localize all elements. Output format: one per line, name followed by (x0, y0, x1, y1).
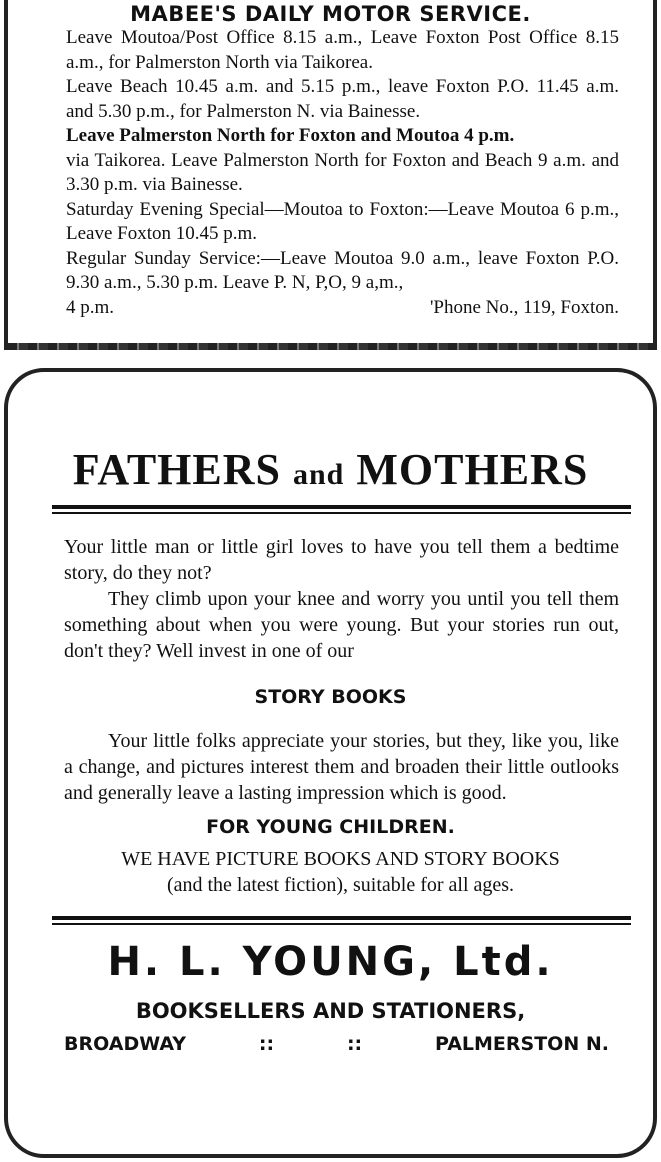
phone-number: 'Phone No., 119, Foxton. (429, 296, 619, 318)
picture-books-line: WE HAVE PICTURE BOOKS AND STORY BOOKS (121, 848, 560, 870)
title-mothers: MOTHERS (356, 445, 589, 494)
title-and: and (293, 458, 345, 491)
company-trade: BOOKSELLERS AND STATIONERS, (135, 999, 526, 1023)
title-double-rule (52, 505, 631, 514)
ad-title (8, 444, 653, 495)
timetable-bold-line: Leave Palmerston North for Foxton and Moutoa 4 p.m. (66, 125, 515, 146)
address-separator: :: (258, 1033, 275, 1055)
timetable-last-line (66, 296, 619, 321)
address-palmerston: PALMERSTON N. (435, 1033, 609, 1055)
bottom-rule (8, 343, 653, 350)
timetable-line: Leave Moutoa/Post Office 8.15 a.m., Leave Foxton Post Office 8.15 a.m., for Palmerston North via Taikorea. (66, 27, 619, 73)
address-broadway: BROADWAY (64, 1033, 186, 1055)
heading-story-books: STORY BOOKS (254, 686, 407, 708)
latest-fiction-line: (and the latest fiction), suitable for all ages. (166, 874, 515, 896)
motor-service-body (8, 26, 653, 320)
address-separator: :: (346, 1033, 363, 1055)
company-double-rule (52, 916, 631, 925)
paragraph-stories-run-out: They climb upon your knee and worry you until you tell them something about when you were young. But your stories run out, don't they? Well invest in one of our (64, 588, 619, 662)
motor-service-header: MABEE'S DAILY MOTOR SERVICE. (130, 2, 531, 26)
title-fathers: FATHERS (72, 445, 281, 494)
company-address (8, 1033, 653, 1055)
paragraph-bedtime-story: Your little man or little girl loves to have you tell them a bedtime story, do they not? (64, 536, 619, 584)
heading-young-children: FOR YOUNG CHILDREN. (206, 816, 455, 838)
company-name: H. L. YOUNG, Ltd. (107, 939, 554, 985)
timetable-line: via Taikorea. Leave Palmerston North for Foxton and Beach 9 a.m. and 3.30 p.m. via Bainesse. (66, 149, 619, 195)
sunday-service: Regular Sunday Service:—Leave Moutoa 9.0 a.m., leave Foxton P.O. 9.30 a.m., 5.30 p.m. Leave P. N, P,O, 9 a,m., (66, 247, 619, 293)
motor-service-advertisement (4, 0, 657, 350)
paragraph-little-folks: Your little folks appreciate your stories, but they, like you, like a change, and pictures interest them and broaden their little outlooks and generally leave a lasting impression which is good. (64, 730, 619, 804)
bookseller-advertisement (4, 368, 657, 1158)
timetable-line: Leave Beach 10.45 a.m. and 5.15 p.m., leave Foxton P.O. 11.45 a.m. and 5.30 p.m., for Palmerston N. via Bainesse. (66, 76, 619, 122)
saturday-service: Saturday Evening Special—Moutoa to Foxton:—Leave Moutoa 6 p.m., Leave Foxton 10.45 p.m. (66, 198, 619, 244)
last-time: 4 p.m. (66, 296, 115, 318)
